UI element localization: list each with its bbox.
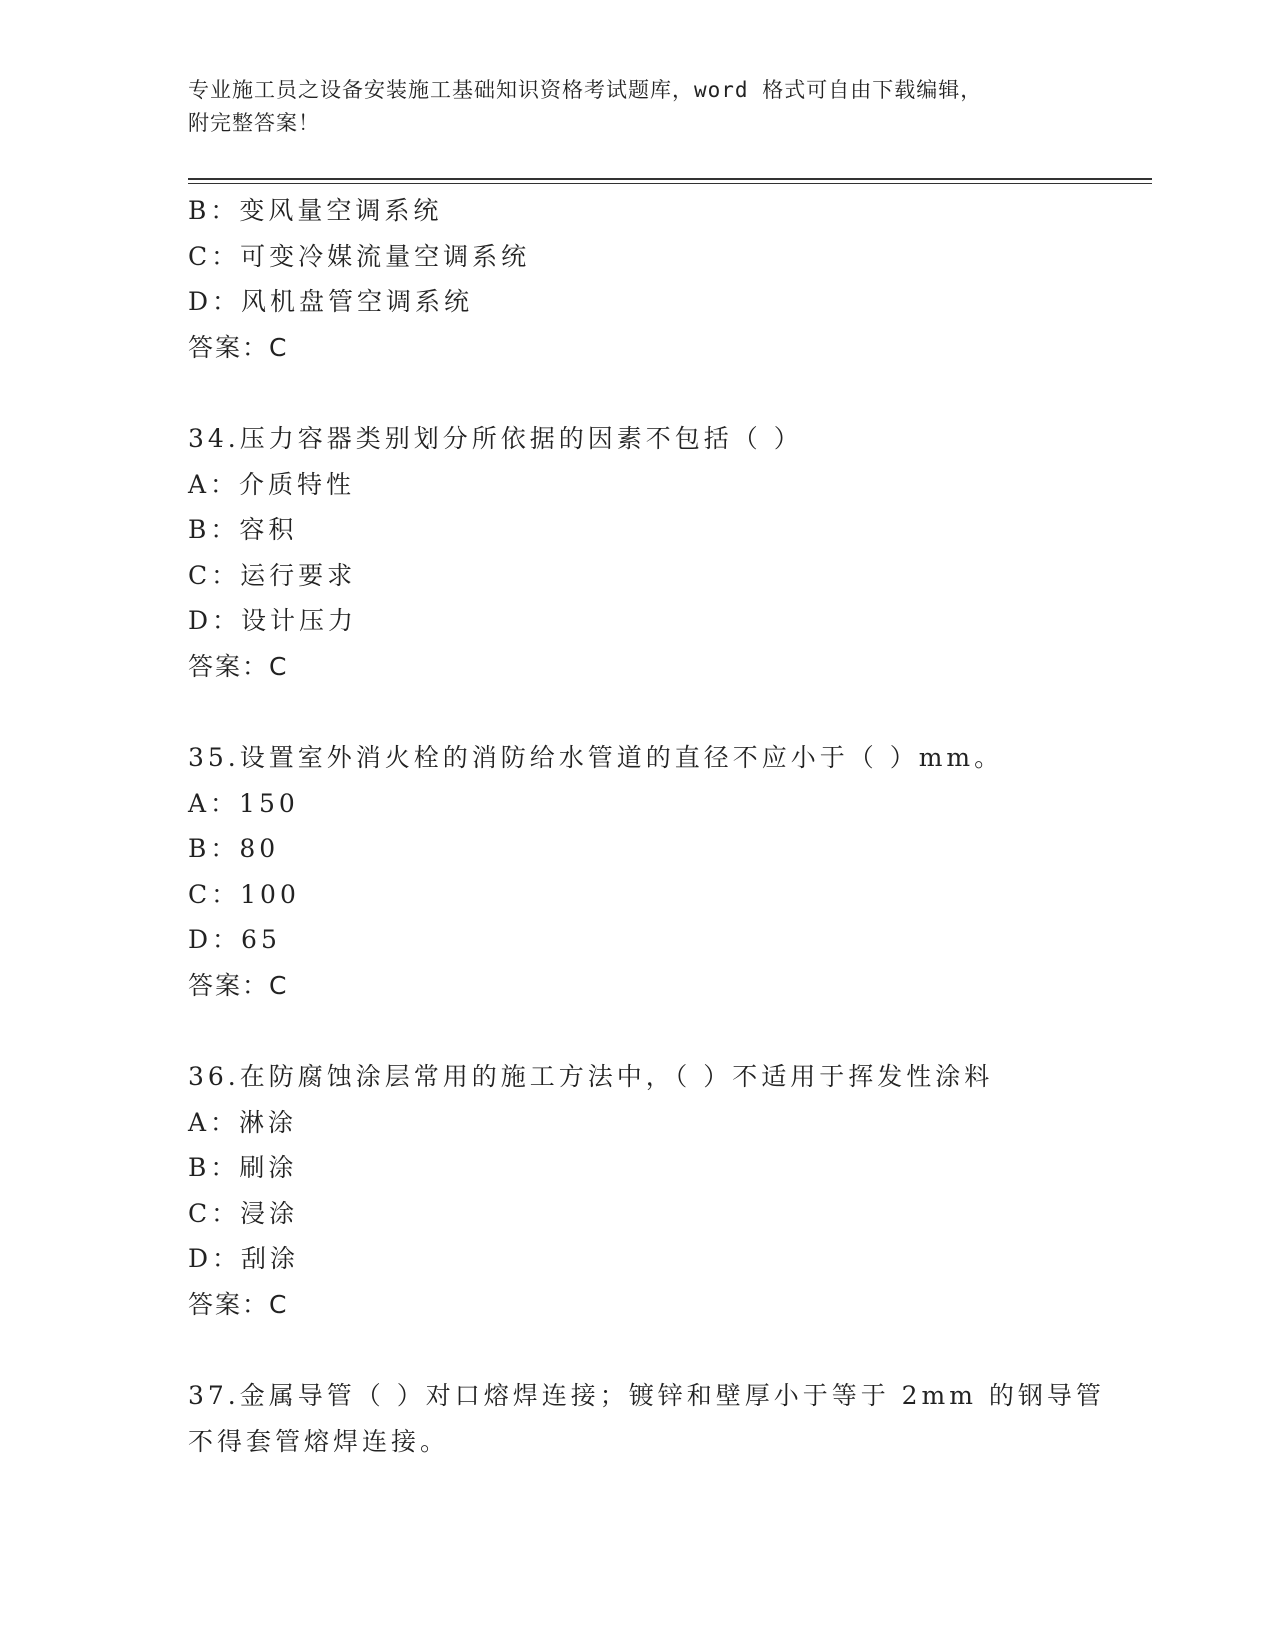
header-line-2: 附完整答案！ xyxy=(188,111,320,135)
option-a: A：150 xyxy=(188,788,299,818)
option-c: C：100 xyxy=(188,879,300,909)
question-spacer xyxy=(188,689,1088,735)
option-b: B：变风量空调系统 xyxy=(188,196,443,225)
option-d: D：设计压力 xyxy=(188,606,358,635)
document-header xyxy=(188,74,1068,140)
option-b: B：刷涂 xyxy=(188,1153,298,1182)
answer: 答案：C xyxy=(188,970,289,1000)
option-b: B：80 xyxy=(188,834,280,863)
question-spacer xyxy=(188,1327,1088,1373)
question-text: 36.在防腐蚀涂层常用的施工方法中，（ ）不适用于挥发性涂料 xyxy=(188,1062,994,1091)
question-text: 34.压力容器类别划分所依据的因素不包括（ ） xyxy=(188,424,803,453)
question-text: 35.设置室外消火栓的消防给水管道的直径不应小于（ ）mm。 xyxy=(188,743,1004,772)
question-list xyxy=(188,188,1105,1464)
question-37 xyxy=(188,1373,1105,1464)
option-c: C：可变冷媒流量空调系统 xyxy=(188,241,531,271)
question-33 xyxy=(188,188,1088,370)
question-text-line-2: 不得套管熔焊连接。 xyxy=(188,1426,450,1456)
option-d: D：刮涂 xyxy=(188,1244,300,1273)
question-spacer xyxy=(188,370,1088,416)
option-b: B：容积 xyxy=(188,515,298,544)
option-d: D：风机盘管空调系统 xyxy=(188,287,474,316)
question-36 xyxy=(188,1054,1088,1327)
question-34 xyxy=(188,416,1088,689)
answer: 答案：C xyxy=(188,332,289,362)
question-text-line-1: 37.金属导管（ ）对口熔焊连接；镀锌和壁厚小于等于 2mm 的钢导管 xyxy=(188,1381,1105,1410)
option-c: C：运行要求 xyxy=(188,560,357,590)
option-a: A：介质特性 xyxy=(188,469,356,499)
option-c: C：浸涂 xyxy=(188,1198,299,1228)
question-35 xyxy=(188,735,1088,1008)
option-d: D：65 xyxy=(188,925,281,954)
header-divider-thick xyxy=(188,178,1152,180)
question-spacer xyxy=(188,1008,1088,1054)
answer: 答案：C xyxy=(188,651,289,681)
answer: 答案：C xyxy=(188,1289,289,1319)
header-line-1: 专业施工员之设备安装施工基础知识资格考试题库，word 格式可自由下载编辑， xyxy=(188,78,983,102)
option-a: A：淋涂 xyxy=(188,1107,298,1137)
header-divider-thin xyxy=(188,183,1152,184)
